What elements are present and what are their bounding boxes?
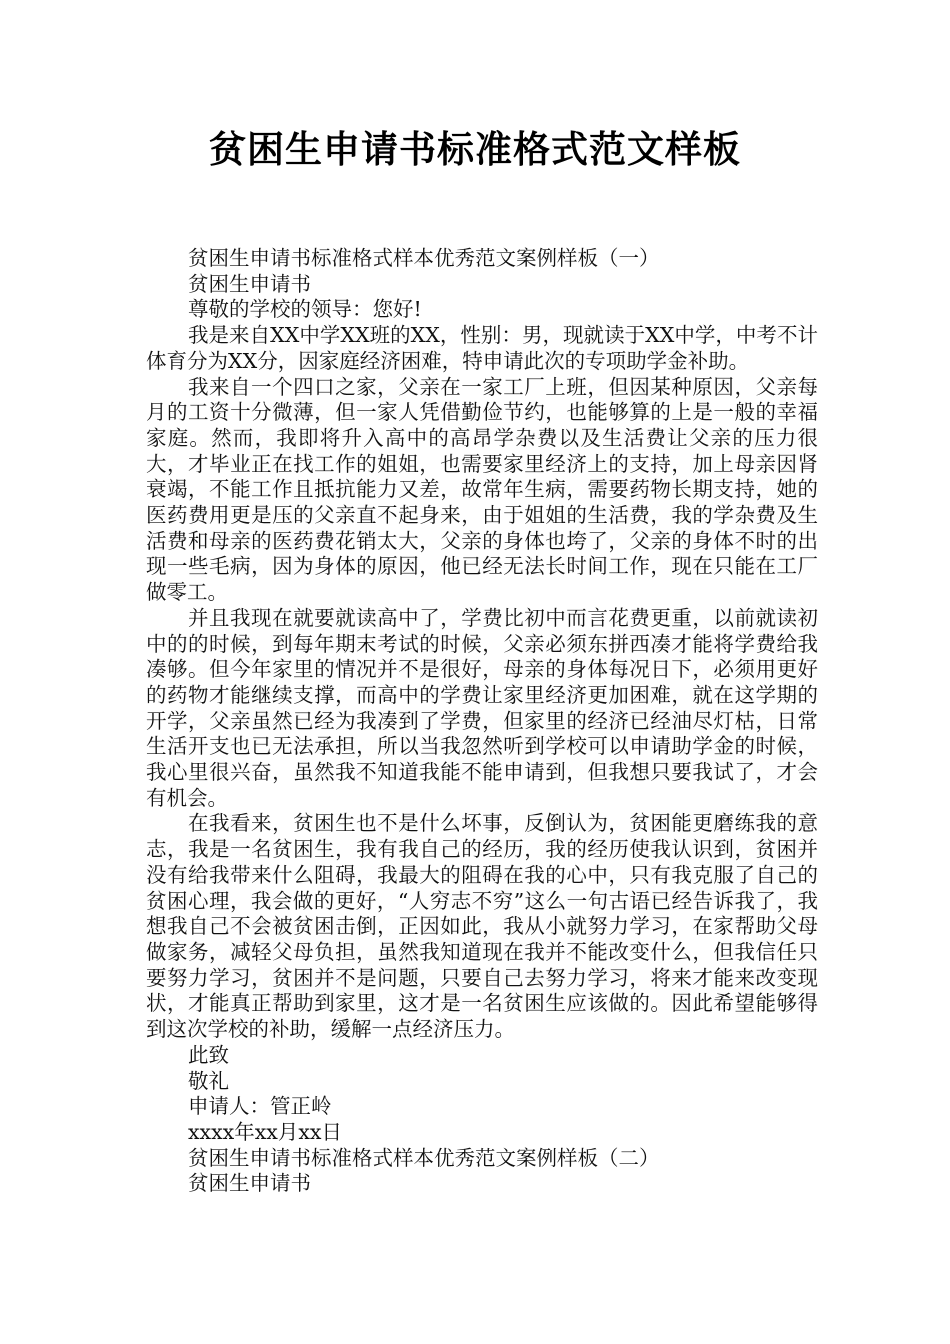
applicant-signature: 申请人：管正岭 bbox=[188, 1094, 332, 1119]
document-title: 贫困生申请书标准格式范文样板 bbox=[209, 128, 741, 171]
salutation: 尊敬的学校的领导：您好! bbox=[188, 297, 422, 322]
letter-title: 贫困生申请书 bbox=[188, 271, 311, 296]
body-paragraph: 在我看来，贫困生也不是什么坏事，反倒认为，贫困能更磨练我的意志，我是一名贫困生，我有我自己的经历，我的经历使我认识到，贫困并没有给我带来什么阻碍，我最大的阻碍在我的心中，只有我克服了自己的贫困心理，我会做的更好，“人穷志不穷”这么一句古语已经告诉我了，我想我自己不会被贫困击倒，正因如此，我从小就努力学习，在家帮助父母做家务，减轻父母负担，虽然我知道现在我并不能改变什么，但我信任只要努力学习，贫困并不是问题，只要自己去努力学习，将来才能来改变现状，才能真正帮助到家里，这才是一名贫困生应该做的。因此希望能够得到这次学校的补助，缓解一点经济压力。 bbox=[146, 811, 818, 1042]
body-paragraph: 并且我现在就要就读高中了，学费比初中而言花费更重，以前就读初中的的时候，到每年期末考试的时候，父亲必须东拼西凑才能将学费给我凑够。但今年家里的情况并不是很好，母亲的身体每况日下，必须用更好的药物才能继续支撑，而高中的学费让家里经济更加困难，就在这学期的开学，父亲虽然已经为我凑到了学费，但家里的经济已经油尽灯枯，日常生活开支也已无法承担，所以当我忽然听到学校可以申请助学金的时候，我心里很兴奋，虽然我不知道我能不能申请到，但我想只要我试了，才会有机会。 bbox=[146, 605, 818, 810]
closing-line: 此致 bbox=[188, 1042, 229, 1067]
body-paragraph: 我是来自XX中学XX班的XX，性别：男，现就读于XX中学，中考不计体育分为XX分，因家庭经济困难，特申请此次的专项助学金补助。 bbox=[146, 323, 818, 373]
sample-heading: 贫困生申请书标准格式样本优秀范文案例样板（二） bbox=[188, 1145, 660, 1170]
document-body bbox=[146, 246, 818, 1197]
sample-heading: 贫困生申请书标准格式样本优秀范文案例样板（一） bbox=[188, 246, 660, 270]
closing-line: 敬礼 bbox=[188, 1068, 229, 1093]
letter-title: 贫困生申请书 bbox=[188, 1171, 311, 1196]
date-line: xxxx年xx月xx日 bbox=[188, 1119, 342, 1144]
body-paragraph: 我来自一个四口之家，父亲在一家工厂上班，但因某种原因，父亲每月的工资十分微薄，但一家人凭借勤俭节约，也能够算的上是一般的幸福家庭。然而，我即将升入高中的高昂学杂费以及生活费让父亲的压力很大，才毕业正在找工作的姐姐，也需要家里经济上的支持，加上母亲因肾衰竭，不能工作且抵抗能力又差，故常年生病，需要药物长期支持，她的医药费用更是压的父亲直不起身来，由于姐姐的生活费，我的学杂费及生活费和母亲的医药费花销太大，父亲的身体也垮了，父亲的身体不时的出现一些毛病，因为身体的原因，他已经无法长时间工作，现在只能在工厂做零工。 bbox=[146, 374, 818, 605]
